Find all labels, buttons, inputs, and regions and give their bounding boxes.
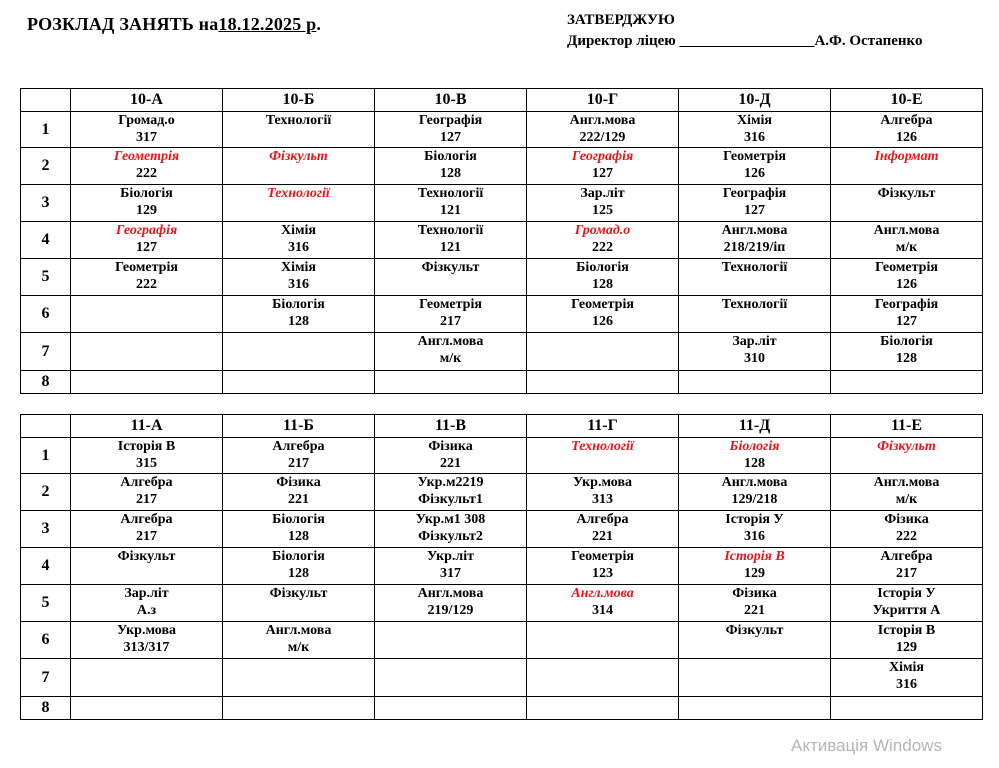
lesson-subject: Укр.літ — [426, 549, 475, 564]
lesson-subject: Геометрія — [115, 260, 178, 275]
lesson-subject: Технології — [721, 297, 788, 312]
lesson-cell — [223, 511, 375, 548]
lesson-subject: Укр.мова — [572, 475, 633, 490]
lesson-room: 126 — [744, 166, 765, 181]
lesson-room: 217 — [288, 456, 309, 471]
schedule-title — [27, 14, 321, 35]
lesson-cell — [375, 511, 527, 548]
lesson-subject: Алгебра — [272, 439, 325, 454]
lesson-subject: Технології — [267, 186, 330, 201]
lesson-cell — [527, 222, 679, 259]
lesson-subject: Фізкульт — [269, 149, 328, 164]
lesson-number: 3 — [21, 511, 71, 548]
lesson-room: 128 — [288, 314, 309, 329]
class-header: 10-Б — [223, 89, 375, 112]
lesson-subject: Англ.мова — [569, 113, 636, 128]
lesson-row — [21, 259, 983, 296]
lesson-cell — [223, 333, 375, 371]
lesson-cell — [831, 371, 983, 394]
lesson-number: 7 — [21, 333, 71, 371]
lesson-cell — [679, 438, 831, 474]
lesson-subject: Фізкульт — [877, 439, 936, 454]
lesson-cell — [679, 622, 831, 659]
lesson-cell — [831, 259, 983, 296]
lesson-cell — [71, 548, 223, 585]
lesson-cell — [679, 333, 831, 371]
lesson-cell — [223, 697, 375, 720]
schedule-table-grade-10 — [20, 88, 983, 394]
lesson-room: Фізкульт1 — [418, 492, 483, 507]
lesson-cell — [831, 474, 983, 511]
lesson-number: 5 — [21, 585, 71, 622]
lesson-room: 126 — [592, 314, 613, 329]
lesson-room: 125 — [592, 203, 613, 218]
lesson-room: 222 — [592, 240, 613, 255]
lesson-subject: Історія В — [724, 549, 785, 564]
lesson-room: Укриття А — [872, 603, 941, 618]
lesson-room: 126 — [896, 130, 917, 145]
lesson-cell — [223, 259, 375, 296]
lesson-subject: Алгебра — [576, 512, 629, 527]
lesson-subject: Географія — [874, 297, 939, 312]
lesson-room: м/к — [439, 351, 462, 366]
lesson-cell — [71, 511, 223, 548]
lesson-cell — [223, 622, 375, 659]
lesson-cell — [527, 585, 679, 622]
lesson-cell — [71, 148, 223, 185]
lesson-subject: Англ.мова — [265, 623, 332, 638]
lesson-number: 2 — [21, 148, 71, 185]
lesson-subject: Громад.о — [118, 113, 175, 128]
approval-title: ЗАТВЕРДЖУЮ — [567, 12, 675, 28]
lesson-room: 222 — [136, 166, 157, 181]
lesson-subject: Географія — [418, 113, 483, 128]
lesson-cell — [375, 622, 527, 659]
lesson-room: 218/219/іп — [723, 240, 786, 255]
lesson-cell — [679, 659, 831, 697]
lesson-number: 1 — [21, 112, 71, 148]
lesson-row — [21, 697, 983, 720]
lesson-row — [21, 296, 983, 333]
lesson-number: 2 — [21, 474, 71, 511]
lesson-cell — [527, 438, 679, 474]
lesson-cell — [831, 112, 983, 148]
lesson-cell — [831, 333, 983, 371]
lesson-room: 317 — [136, 130, 157, 145]
lesson-subject: Укр.мова — [116, 623, 177, 638]
lesson-cell — [831, 148, 983, 185]
class-header: 10-Д — [679, 89, 831, 112]
lesson-cell — [71, 474, 223, 511]
lesson-subject: Географія — [571, 149, 634, 164]
lesson-cell — [223, 222, 375, 259]
lesson-row — [21, 659, 983, 697]
lesson-subject: Технології — [265, 113, 332, 128]
lesson-subject: Біологія — [576, 260, 629, 275]
lesson-subject: Фізика — [884, 512, 929, 527]
lesson-cell — [679, 222, 831, 259]
lesson-cell — [71, 371, 223, 394]
lesson-room: 128 — [744, 456, 765, 471]
class-header: 11-В — [375, 415, 527, 438]
lesson-room: 310 — [744, 351, 765, 366]
lesson-cell — [831, 622, 983, 659]
lesson-room: 129 — [744, 566, 765, 581]
lesson-cell — [679, 371, 831, 394]
lesson-cell — [527, 371, 679, 394]
windows-activation-watermark: Активація Windows — [791, 736, 942, 755]
corner-cell — [21, 89, 71, 112]
lesson-subject: Біологія — [729, 439, 780, 454]
lesson-cell — [527, 185, 679, 222]
lesson-subject: Технології — [417, 186, 484, 201]
lesson-subject: Хімія — [281, 223, 316, 238]
lesson-room: 127 — [744, 203, 765, 218]
lesson-room: 316 — [744, 130, 765, 145]
lesson-room: м/к — [287, 640, 310, 655]
lesson-number: 5 — [21, 259, 71, 296]
lesson-number: 8 — [21, 371, 71, 394]
lesson-subject: Географія — [115, 223, 178, 238]
lesson-cell — [375, 697, 527, 720]
lesson-room: м/к — [895, 240, 918, 255]
lesson-cell — [679, 697, 831, 720]
lesson-subject: Фізкульт — [877, 186, 936, 201]
class-header: 11-Г — [527, 415, 679, 438]
lesson-cell — [831, 438, 983, 474]
lesson-room: 127 — [592, 166, 613, 181]
lesson-room: 127 — [896, 314, 917, 329]
lesson-cell — [375, 296, 527, 333]
header-row — [21, 415, 983, 438]
lesson-subject: Біологія — [120, 186, 173, 201]
lesson-cell — [223, 438, 375, 474]
lesson-room: 217 — [136, 529, 157, 544]
lesson-cell — [223, 548, 375, 585]
lesson-cell — [375, 259, 527, 296]
lesson-room: 221 — [288, 492, 309, 507]
lesson-row — [21, 185, 983, 222]
lesson-cell — [223, 371, 375, 394]
lesson-number: 1 — [21, 438, 71, 474]
lesson-subject: Історія У — [877, 586, 936, 601]
lesson-room: 316 — [288, 277, 309, 292]
lesson-subject: Англ.мова — [417, 334, 484, 349]
lesson-cell — [831, 585, 983, 622]
lesson-cell — [831, 548, 983, 585]
class-header: 11-Д — [679, 415, 831, 438]
lesson-subject: Біологія — [272, 512, 325, 527]
lesson-subject: Англ.мова — [721, 475, 788, 490]
lesson-room: 222 — [896, 529, 917, 544]
schedule-table-grade-11 — [20, 414, 983, 720]
lesson-cell — [375, 438, 527, 474]
lesson-cell — [679, 548, 831, 585]
lesson-cell — [71, 112, 223, 148]
lesson-subject: Англ.мова — [571, 586, 634, 601]
lesson-room: Фізкульт2 — [418, 529, 483, 544]
lesson-cell — [223, 148, 375, 185]
lesson-room: 317 — [440, 566, 461, 581]
lesson-subject: Зар.літ — [580, 186, 625, 201]
lesson-cell — [223, 112, 375, 148]
lesson-cell — [527, 112, 679, 148]
lesson-cell — [527, 622, 679, 659]
lesson-room: 316 — [896, 677, 917, 692]
lesson-row — [21, 511, 983, 548]
lesson-row — [21, 371, 983, 394]
lesson-cell — [527, 697, 679, 720]
lesson-cell — [71, 296, 223, 333]
title-suffix: . — [316, 14, 322, 34]
lesson-subject: Геометрія — [113, 149, 180, 164]
lesson-subject: Фізика — [276, 475, 321, 490]
lesson-row — [21, 333, 983, 371]
lesson-room: 313/317 — [123, 640, 170, 655]
lesson-cell — [375, 371, 527, 394]
lesson-cell — [679, 148, 831, 185]
lesson-cell — [71, 697, 223, 720]
lesson-subject: Історія В — [877, 623, 936, 638]
title-prefix: РОЗКЛАД ЗАНЯТЬ на — [27, 14, 219, 34]
lesson-subject: Геометрія — [419, 297, 482, 312]
lesson-cell — [71, 622, 223, 659]
lesson-row — [21, 112, 983, 148]
lesson-subject: Алгебра — [120, 512, 173, 527]
lesson-subject: Зар.літ — [124, 586, 169, 601]
lesson-cell — [223, 585, 375, 622]
lesson-room: 219/129 — [427, 603, 474, 618]
lesson-room: 222/129 — [579, 130, 626, 145]
lesson-subject: Фізкульт — [421, 260, 480, 275]
lesson-room: 128 — [288, 529, 309, 544]
approval-signature-line: Директор ліцею __________________А.Ф. Остапенко — [567, 33, 923, 49]
lesson-room: 128 — [592, 277, 613, 292]
lesson-cell — [375, 222, 527, 259]
lesson-room: м/к — [895, 492, 918, 507]
lesson-cell — [679, 511, 831, 548]
lesson-row — [21, 548, 983, 585]
lesson-subject: Біологія — [880, 334, 933, 349]
lesson-number: 7 — [21, 659, 71, 697]
lesson-subject: Хімія — [281, 260, 316, 275]
lesson-row — [21, 474, 983, 511]
lesson-room: 127 — [136, 240, 157, 255]
lesson-subject: Хімія — [889, 660, 924, 675]
lesson-subject: Англ.мова — [873, 475, 940, 490]
lesson-cell — [831, 659, 983, 697]
lesson-room: 221 — [440, 456, 461, 471]
title-date: 18.12.2025 р — [218, 14, 317, 34]
lesson-row — [21, 585, 983, 622]
lesson-room: 129/218 — [731, 492, 778, 507]
lesson-cell — [679, 185, 831, 222]
approval-block — [567, 10, 923, 52]
lesson-cell — [375, 474, 527, 511]
lesson-cell — [679, 112, 831, 148]
lesson-cell — [831, 697, 983, 720]
lesson-cell — [71, 333, 223, 371]
lesson-cell — [223, 185, 375, 222]
lesson-subject: Історія У — [725, 512, 784, 527]
lesson-room: 316 — [744, 529, 765, 544]
lesson-subject: Громад.о — [574, 223, 631, 238]
lesson-subject: Технології — [571, 439, 634, 454]
lesson-cell — [527, 511, 679, 548]
lesson-room: 313 — [592, 492, 613, 507]
lesson-room: 314 — [592, 603, 613, 618]
header-row — [21, 89, 983, 112]
lesson-subject: Біологія — [272, 297, 325, 312]
lesson-subject: Геометрія — [571, 297, 634, 312]
lesson-room: А.з — [136, 603, 157, 618]
lesson-room: 316 — [288, 240, 309, 255]
lesson-number: 6 — [21, 296, 71, 333]
class-header: 11-А — [71, 415, 223, 438]
class-header: 10-Г — [527, 89, 679, 112]
lesson-cell — [71, 185, 223, 222]
class-header: 10-В — [375, 89, 527, 112]
lesson-room: 123 — [592, 566, 613, 581]
lesson-cell — [527, 548, 679, 585]
lesson-subject: Геометрія — [571, 549, 634, 564]
lesson-subject: Технології — [721, 260, 788, 275]
lesson-number: 4 — [21, 222, 71, 259]
lesson-subject: Фізкульт — [269, 586, 328, 601]
lesson-cell — [71, 259, 223, 296]
lesson-room: 221 — [744, 603, 765, 618]
lesson-subject: Англ.мова — [873, 223, 940, 238]
lesson-room: 222 — [136, 277, 157, 292]
lesson-subject: Біологія — [272, 549, 325, 564]
lesson-cell — [679, 296, 831, 333]
lesson-cell — [375, 659, 527, 697]
lesson-number: 3 — [21, 185, 71, 222]
lesson-cell — [527, 148, 679, 185]
lesson-room: 129 — [896, 640, 917, 655]
lesson-subject: Фізкульт — [117, 549, 176, 564]
lesson-cell — [71, 438, 223, 474]
lesson-subject: Англ.мова — [721, 223, 788, 238]
lesson-subject: Геометрія — [875, 260, 938, 275]
lesson-room: 128 — [440, 166, 461, 181]
lesson-row — [21, 622, 983, 659]
lesson-subject: Геометрія — [723, 149, 786, 164]
class-header: 11-Б — [223, 415, 375, 438]
lesson-room: 121 — [440, 240, 461, 255]
lesson-cell — [679, 259, 831, 296]
lesson-cell — [527, 474, 679, 511]
lesson-number: 6 — [21, 622, 71, 659]
lesson-subject: Фізика — [732, 586, 777, 601]
lesson-room: 128 — [288, 566, 309, 581]
lesson-cell — [831, 296, 983, 333]
lesson-room: 315 — [136, 456, 157, 471]
lesson-cell — [223, 659, 375, 697]
lesson-room: 126 — [896, 277, 917, 292]
lesson-subject: Зар.літ — [732, 334, 777, 349]
lesson-cell — [831, 185, 983, 222]
lesson-subject: Історія В — [117, 439, 176, 454]
lesson-room: 217 — [896, 566, 917, 581]
lesson-room: 127 — [440, 130, 461, 145]
lesson-cell — [71, 585, 223, 622]
lesson-row — [21, 148, 983, 185]
lesson-number: 4 — [21, 548, 71, 585]
lesson-cell — [679, 585, 831, 622]
lesson-cell — [375, 185, 527, 222]
lesson-subject: Укр.м1 308 — [415, 512, 486, 527]
lesson-cell — [375, 548, 527, 585]
lesson-number: 8 — [21, 697, 71, 720]
lesson-subject: Фізика — [428, 439, 473, 454]
lesson-room: 217 — [440, 314, 461, 329]
lesson-cell — [831, 222, 983, 259]
lesson-cell — [679, 474, 831, 511]
lesson-cell — [375, 585, 527, 622]
lesson-subject: Інформат — [874, 149, 939, 164]
lesson-subject: Алгебра — [120, 475, 173, 490]
lesson-subject: Укр.м2219 — [417, 475, 484, 490]
lesson-cell — [831, 511, 983, 548]
lesson-cell — [527, 296, 679, 333]
lesson-room: 217 — [136, 492, 157, 507]
class-header: 10-Е — [831, 89, 983, 112]
lesson-room: 121 — [440, 203, 461, 218]
lesson-subject: Географія — [722, 186, 787, 201]
lesson-room: 221 — [592, 529, 613, 544]
lesson-row — [21, 438, 983, 474]
lesson-cell — [223, 296, 375, 333]
lesson-cell — [527, 259, 679, 296]
lesson-subject: Алгебра — [880, 549, 933, 564]
lesson-cell — [71, 222, 223, 259]
lesson-cell — [223, 474, 375, 511]
lesson-cell — [375, 148, 527, 185]
lesson-subject: Англ.мова — [417, 586, 484, 601]
lesson-cell — [375, 112, 527, 148]
lesson-subject: Біологія — [424, 149, 477, 164]
lesson-subject: Хімія — [737, 113, 772, 128]
lesson-room: 129 — [136, 203, 157, 218]
lesson-cell — [527, 333, 679, 371]
lesson-subject: Алгебра — [880, 113, 933, 128]
lesson-subject: Технології — [417, 223, 484, 238]
corner-cell — [21, 415, 71, 438]
lesson-row — [21, 222, 983, 259]
class-header: 10-А — [71, 89, 223, 112]
lesson-cell — [71, 659, 223, 697]
lesson-room: 128 — [896, 351, 917, 366]
lesson-cell — [375, 333, 527, 371]
class-header: 11-Е — [831, 415, 983, 438]
lesson-subject: Фізкульт — [725, 623, 784, 638]
lesson-cell — [527, 659, 679, 697]
